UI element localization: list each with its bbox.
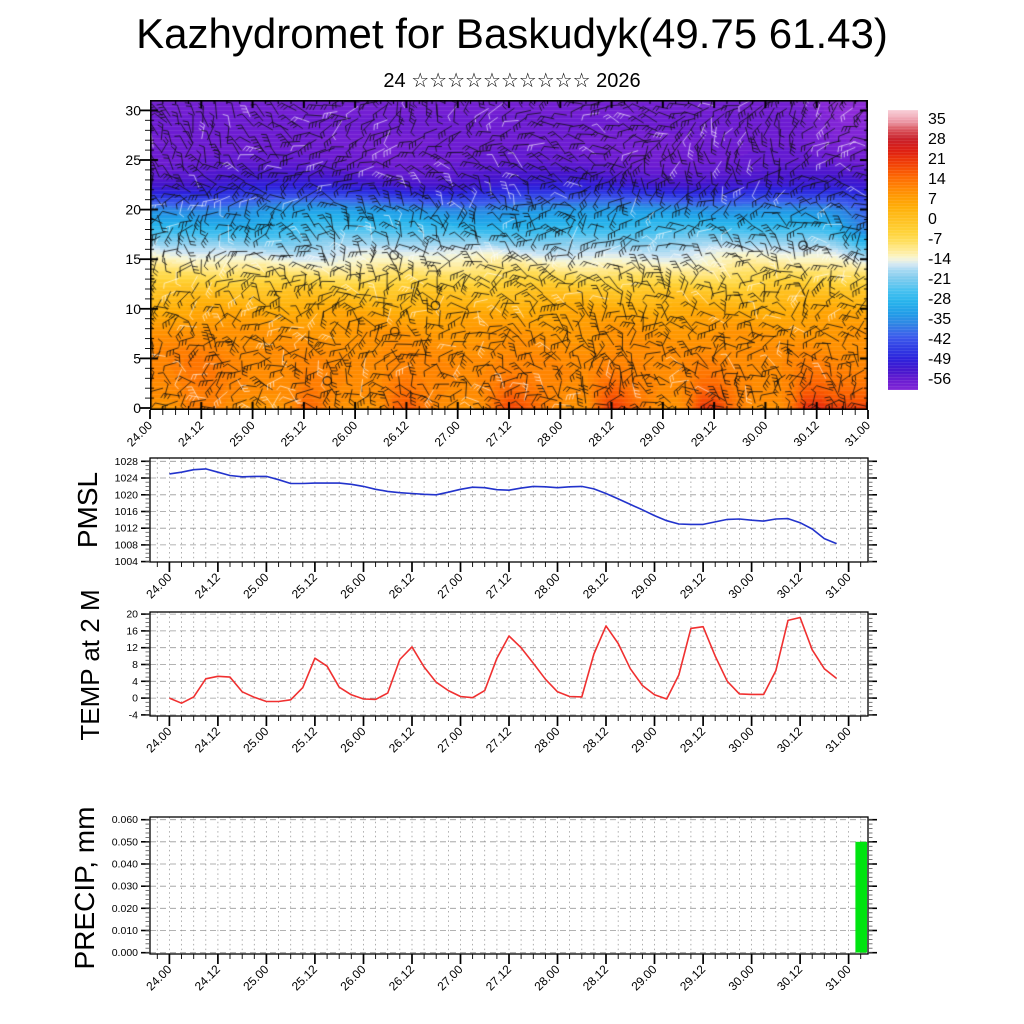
svg-text:28.12: 28.12 (579, 962, 612, 994)
svg-text:16: 16 (126, 625, 138, 638)
svg-text:24.12: 24.12 (191, 962, 224, 994)
page-title: Kazhydromet for Baskudyk(49.75 61.43) (136, 10, 888, 57)
svg-text:1008: 1008 (114, 539, 138, 552)
svg-text:24.12: 24.12 (191, 724, 224, 756)
svg-text:1004: 1004 (114, 556, 138, 569)
svg-text:28.00: 28.00 (531, 724, 563, 756)
svg-text:30.12: 30.12 (774, 570, 806, 602)
svg-text:1024: 1024 (114, 472, 138, 485)
svg-text:27.12: 27.12 (482, 962, 515, 994)
svg-text:-4: -4 (128, 709, 138, 722)
temp2m-panel (126, 609, 877, 756)
svg-text:7: 7 (928, 191, 937, 209)
svg-text:29.12: 29.12 (677, 724, 709, 756)
svg-text:14: 14 (928, 171, 946, 189)
precip-panel (112, 814, 877, 993)
svg-text:-28: -28 (928, 291, 952, 309)
svg-text:30.00: 30.00 (739, 418, 771, 450)
svg-text:1012: 1012 (114, 522, 138, 535)
svg-text:31.00: 31.00 (822, 962, 854, 994)
svg-text:29.12: 29.12 (677, 962, 709, 994)
svg-text:0.050: 0.050 (111, 836, 138, 849)
svg-text:0.040: 0.040 (111, 858, 138, 871)
svg-text:35: 35 (928, 111, 946, 129)
svg-text:-56: -56 (928, 371, 952, 389)
svg-text:25.00: 25.00 (240, 962, 272, 994)
svg-text:26.00: 26.00 (337, 962, 369, 994)
svg-text:0.060: 0.060 (111, 814, 138, 827)
svg-text:-7: -7 (928, 231, 943, 249)
svg-text:29.12: 29.12 (688, 418, 720, 450)
svg-text:27.12: 27.12 (482, 724, 515, 756)
svg-text:30: 30 (125, 102, 141, 119)
svg-text:24.00: 24.00 (143, 724, 175, 756)
precip-bar (855, 842, 867, 953)
svg-text:25.00: 25.00 (240, 570, 272, 602)
svg-text:-42: -42 (928, 331, 952, 349)
pmsl-panel (115, 456, 877, 602)
svg-text:29.00: 29.00 (628, 724, 660, 756)
svg-text:21: 21 (928, 151, 946, 169)
svg-text:24.12: 24.12 (191, 570, 224, 602)
svg-text:1016: 1016 (114, 506, 138, 518)
svg-text:0: 0 (928, 211, 937, 229)
svg-text:0.030: 0.030 (111, 880, 138, 893)
svg-text:31.00: 31.00 (841, 418, 874, 450)
svg-text:26.12: 26.12 (385, 570, 418, 602)
svg-text:-49: -49 (928, 351, 952, 369)
svg-text:28.12: 28.12 (579, 570, 612, 602)
temp-axis-title: TEMP at 2 M (75, 589, 105, 741)
svg-text:25.12: 25.12 (288, 570, 321, 602)
svg-text:20: 20 (125, 201, 141, 218)
svg-text:25.12: 25.12 (288, 962, 321, 994)
svg-text:-14: -14 (928, 251, 952, 269)
svg-text:29.00: 29.00 (628, 962, 660, 994)
svg-text:28.00: 28.00 (531, 570, 563, 602)
svg-text:27.00: 27.00 (434, 570, 466, 602)
precip-axis-title: PRECIP, mm (69, 806, 100, 970)
svg-text:0.000: 0.000 (111, 947, 138, 960)
svg-text:24.00: 24.00 (143, 962, 175, 994)
svg-text:25.12: 25.12 (277, 418, 310, 450)
svg-text:30.12: 30.12 (774, 724, 806, 756)
cross-section-axes (124, 102, 873, 449)
svg-text:28.00: 28.00 (534, 418, 566, 450)
pmsl-axis-title: PMSL (72, 471, 103, 549)
svg-text:26.00: 26.00 (329, 418, 361, 450)
svg-text:29.00: 29.00 (628, 570, 660, 602)
svg-text:26.12: 26.12 (380, 418, 412, 450)
temp2m-series-line (169, 618, 836, 704)
svg-text:15: 15 (125, 251, 141, 268)
svg-text:30.00: 30.00 (725, 570, 757, 602)
svg-text:0: 0 (132, 692, 138, 705)
svg-text:-21: -21 (928, 271, 952, 289)
svg-text:30.00: 30.00 (725, 962, 757, 994)
svg-text:25.00: 25.00 (240, 724, 272, 756)
svg-text:27.00: 27.00 (434, 962, 466, 994)
svg-text:28.12: 28.12 (579, 724, 612, 756)
svg-text:31.00: 31.00 (822, 570, 854, 602)
svg-text:30.12: 30.12 (774, 962, 806, 994)
svg-text:30.00: 30.00 (725, 724, 757, 756)
svg-text:27.12: 27.12 (482, 570, 515, 602)
svg-text:5: 5 (133, 350, 141, 367)
svg-text:10: 10 (125, 300, 141, 317)
pmsl-series-line (169, 469, 836, 544)
svg-text:24.00: 24.00 (143, 570, 175, 602)
svg-text:29.12: 29.12 (677, 570, 709, 602)
colorbar-labels (928, 111, 951, 388)
svg-text:26.12: 26.12 (385, 724, 418, 756)
svg-text:20: 20 (126, 608, 138, 621)
svg-text:24.12: 24.12 (175, 418, 207, 450)
svg-text:27.12: 27.12 (482, 418, 515, 450)
svg-text:28.00: 28.00 (531, 962, 563, 994)
svg-text:27.00: 27.00 (434, 724, 466, 756)
svg-text:28.12: 28.12 (585, 418, 617, 450)
svg-text:29.00: 29.00 (636, 418, 669, 450)
svg-text:26.00: 26.00 (337, 570, 369, 602)
svg-text:27.00: 27.00 (431, 418, 463, 450)
svg-text:31.00: 31.00 (822, 724, 854, 756)
svg-text:-35: -35 (928, 311, 952, 329)
svg-text:25: 25 (125, 152, 141, 168)
svg-text:0: 0 (133, 400, 141, 416)
svg-text:0.010: 0.010 (111, 925, 138, 937)
svg-text:12: 12 (126, 642, 138, 655)
svg-text:26.12: 26.12 (385, 962, 418, 994)
svg-text:1020: 1020 (114, 489, 138, 502)
svg-text:25.00: 25.00 (226, 418, 258, 450)
svg-text:28: 28 (928, 131, 946, 149)
svg-text:25.12: 25.12 (288, 724, 321, 756)
svg-text:8: 8 (132, 659, 138, 671)
svg-text:0.020: 0.020 (111, 902, 138, 915)
svg-text:24.00: 24.00 (123, 418, 156, 450)
svg-text:26.00: 26.00 (337, 724, 369, 756)
svg-text:1028: 1028 (114, 455, 138, 468)
svg-text:30.12: 30.12 (790, 418, 822, 450)
page-subtitle: 24 ☆☆☆☆☆☆☆☆☆☆ 2026 (383, 70, 641, 92)
svg-text:4: 4 (132, 675, 138, 688)
